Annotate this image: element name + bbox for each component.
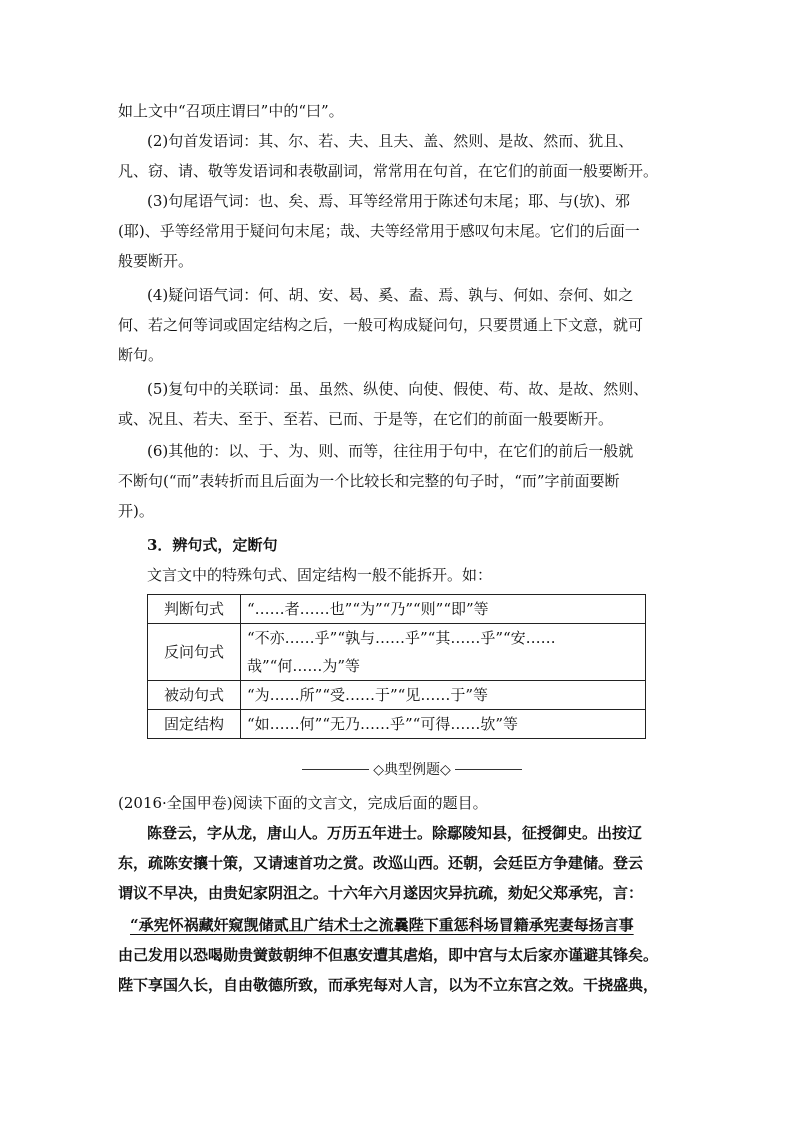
table-cell-examples: “为……所”“受……于”“见……于”等 bbox=[241, 681, 646, 710]
table-cell-line: “不亦……乎”“孰与……乎”“其……乎”“安…… bbox=[247, 629, 556, 647]
paragraph-line: (5)复句中的关联词：虽、虽然、纵使、向使、假使、苟、故、是故、然则、 bbox=[147, 380, 649, 398]
table-row bbox=[148, 681, 646, 710]
passage-line-underlined: “承宪怀祸藏奸窥觊储贰且广结术士之流曩陛下重惩科场冒籍承宪妻每扬言事 bbox=[130, 916, 634, 934]
sentence-patterns-table bbox=[147, 594, 646, 739]
section-heading: 3．辨句式，定断句 bbox=[147, 536, 278, 554]
table-cell-name: 固定结构 bbox=[148, 710, 241, 739]
table-cell-name: 反问句式 bbox=[148, 624, 241, 681]
table-cell-examples: “……者……也”“为”“乃”“则”“即”等 bbox=[241, 595, 646, 624]
table-row bbox=[148, 595, 646, 624]
passage-line: 由己发用以恐喝勋贵黉鼓朝绅不但惠安遭其虐焰，即中宫与太后家亦谨避其锋矣。 bbox=[118, 946, 659, 964]
paragraph-line: 开)。 bbox=[118, 502, 154, 520]
paragraph-line: (6)其他的：以、于、为、则、而等，往往用于句中，在它们的前后一般就 bbox=[147, 442, 634, 460]
paragraph-line: (耶)、乎等经常用于疑问句末尾；哉、夫等经常用于感叹句末尾。它们的后面一 bbox=[118, 222, 640, 240]
paragraph-line: 般要断开。 bbox=[118, 252, 194, 270]
paragraph-line: (2)句首发语词：其、尔、若、夫、且夫、盖、然则、是故、然而、犹且、 bbox=[147, 132, 634, 150]
paragraph-line: 或、况且、若夫、至于、至若、已而、于是等，在它们的前面一般要断开。 bbox=[118, 410, 614, 428]
table-cell-examples bbox=[241, 624, 646, 681]
passage-line: 陛下享国久长，自由敬德所致，而承宪每对人言，以为不立东宫之效。干挠盛典， bbox=[118, 976, 659, 994]
example-source: (2016·全国甲卷)阅读下面的文言文，完成后面的题目。 bbox=[118, 794, 488, 812]
table-cell-line: 哉”“何……为”等 bbox=[247, 657, 361, 675]
table-cell-name: 被动句式 bbox=[148, 681, 241, 710]
section-intro: 文言文中的特殊句式、固定结构一般不能拆开。如： bbox=[147, 566, 493, 584]
paragraph-line: 如上文中“召项庄谓曰”中的“曰”。 bbox=[118, 102, 344, 120]
table-row bbox=[148, 710, 646, 739]
divider-rule-right bbox=[455, 769, 522, 770]
paragraph-line: (4)疑问语气词：何、胡、安、曷、奚、盍、焉、孰与、何如、奈何、如之 bbox=[147, 286, 634, 304]
divider-title: ◇典型例题◇ bbox=[373, 762, 451, 778]
passage-line: 陈登云，字从龙，唐山人。万历五年进士。除鄢陵知县，征授御史。出按辽 bbox=[147, 824, 643, 842]
passage-line: 谓议不早决，由贵妃家阴沮之。十六年六月遂因灾异抗疏，劾妃父郑承宪，言： bbox=[118, 884, 644, 902]
passage-line: 东，疏陈安攘十策，又请速首功之赏。改巡山西。还朝，会廷臣方争建储。登云 bbox=[118, 854, 644, 872]
paragraph-line: 不断句(“而”表转折而且后面为一个比较长和完整的句子时，“而”字前面要断 bbox=[118, 472, 620, 490]
paragraph-line: 凡、窃、请、敬等发语词和表敬副词，常常用在句首，在它们的前面一般要断开。 bbox=[118, 162, 659, 180]
divider-rule-left bbox=[302, 769, 369, 770]
table-row bbox=[148, 624, 646, 681]
paragraph-line: 何、若之何等词或固定结构之后，一般可构成疑问句，只要贯通上下文意，就可 bbox=[118, 316, 644, 334]
table-cell-name: 判断句式 bbox=[148, 595, 241, 624]
table-cell-examples: “如……何”“无乃……乎”“可得……欤”等 bbox=[241, 710, 646, 739]
paragraph-line: 断句。 bbox=[118, 346, 164, 364]
example-divider bbox=[302, 758, 522, 780]
paragraph-line: (3)句尾语气词：也、矣、焉、耳等经常用于陈述句末尾；耶、与(欤)、邪 bbox=[147, 192, 630, 210]
